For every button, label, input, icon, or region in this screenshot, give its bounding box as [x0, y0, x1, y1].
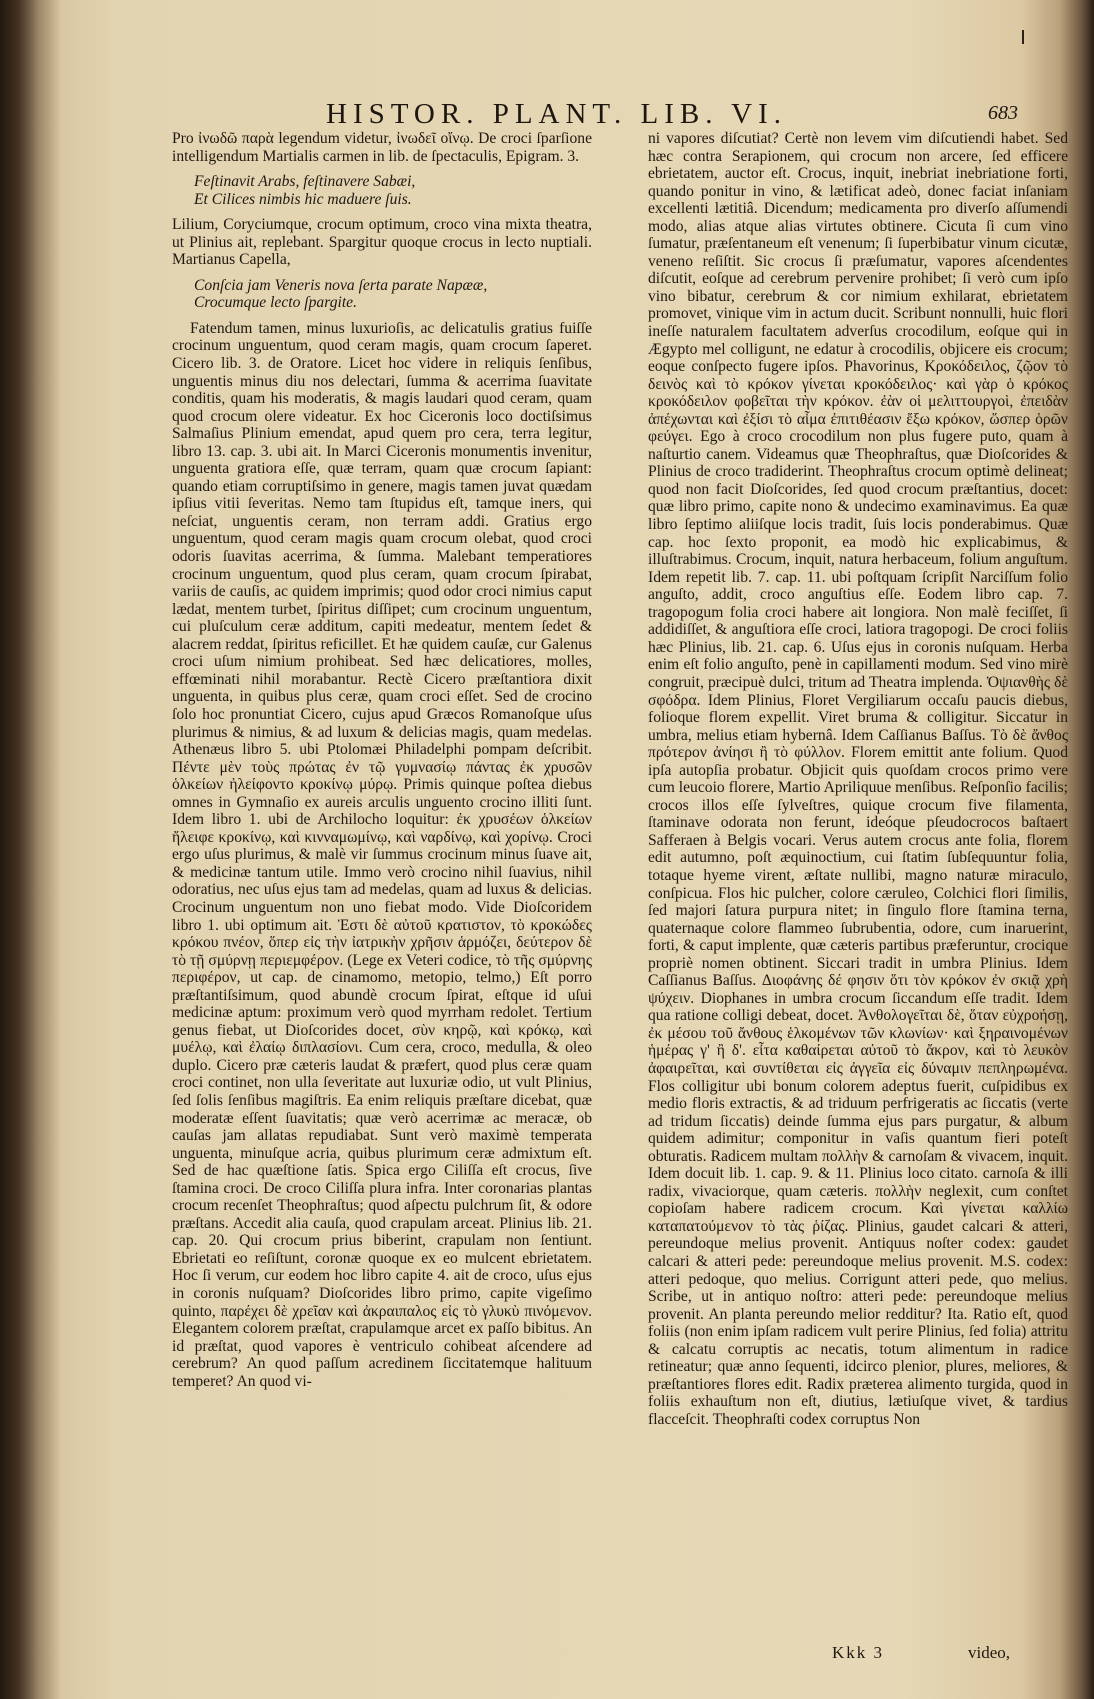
paragraph: ni vapores diſcutiat? Certè non levem vim diſcutiendi habet. Sed hæc contra Serapionem, qui crocum non arcere, ſed efficere ebrietatem, auctor eſt. Crocus, inquit, inebriat inebriatione forti, quando ponitur in vino, & lætificat adeò, donec faciat inſaniam excellenti lætitiâ. Dicendum; medicamenta pro diverſo aſſumendi modo, alias atque alias virtutes obtinere. Cicuta ſi cum vino ſumatur, præſentaneum eſt venenum; ſi ſuperbibatur vinum cicutæ, veneno reſiſtit. Sic crocus ſi præſumatur, vapores aſcendentes diſcutit, eoſque ad cerebrum pervenire prohibet; ſi verò cum ipſo vino bibatur, cerebrum & cor nimium exhilarat, ebrietatem promovet, vinique vim in actum ducit. Scribunt nonnulli, huic flori ineſſe naturalem facultatem adverſus crocodilum, eoſque qui in Ægypto mel colligunt, ne edatur à crocodilis, objicere eis crocum; eoque conſpecto fugere ipſos. Phavorinus, Κροκόδειλος, ζῷον τὸ δεινὸς καὶ τὸ κρόκον γίνεται κροκόδειλος· καὶ γὰρ ὁ κρόκος κροκόδειλον φοβεῖται τὴν κρόκον. ἐὰν οἱ μελιττουργοὶ, ἐπειδὰν ἀπέχωνται καὶ ἐξίσι τὸ αἷμα ἐπιτιθέασιν ἔξω κρόκον, ὥσπερ ὁρῶν φεύγει. Ego à croco crocodilum non plus fugere puto, quam à naſturtio canem. Videamus quæ Theophraſtus, quæ Dioſcorides & Plinius de croco tradiderint. Theophraſtus crocum optimè delineat; quod non facit Dioſcorides, ſed quod crocum præſtantius, docet: quæ libro primo, capite nono & undecimo examinavimus. Ea quæ libro ſeptimo aliiſque locis tradit, ſuis locis ponderabimus. Quæ cap. hoc ſexto proponit, ea modò hic explicabimus, & illuſtrabimus. Crocum, inquit, natura herbaceum, folium anguſtum. Idem repetit lib. 7. cap. 11. ubi poſtquam ſcripſit Narciſſum folio anguſto, addit, croco anguſtius eſſe. Eodem libro cap. 7. tragopogum folia croci habere ait longiora. Non malè feciſſet, ſi addidiſſet, & anguſtiora eſſe croci, latiora tragopogi. De croci foliis hæc Plinius, lib. 21. cap. 6. Uſus ejus in coronis nuſquam. Herba enim eſt folio anguſto, penè in capillamenti modum. Sed vino mirè congruit, præcipuè dulci, tritum ad Theatra implenda. Ὀψιανθὴς δὲ σφόδρα. Idem Plinius, Floret Vergiliarum occaſu paucis diebus, folioque florem expellit. Viret bruma & colligitur. Siccatur in umbra, melius etiam hybernâ. Idem Caſſianus Baſſus. Τὸ δὲ ἄνθος πρότερον ἀνίησι ἢ τὸ φύλλον. Florem emittit ante folium. Quod ipſa autopſia probatur. Objicit quis quoſdam crocos primo vere cum leucoio florere, Martio Apriliquue menſibus. Reſponſio facilis; crocos illos eſſe ſylveſtres, quique crocum five filamenta, ſtaminave odorata non ferunt, ideóque pſeudocrocos baſtaert Safferaen à Belgis vocari. Verus autem crocus ante folia, florem edit autumno, poſt æquinoctium, cui ſtatim ſubſequuntur folia, totaque hyeme virent, æſtate nullibi, magno naturæ miraculo, conſpicua. Flos hic pulcher, colore cæruleo, Colchici flori ſimilis, ſed majori ſatura purpura nitet; in ſingulo flore ſtamina terna, quaternaque colore flammeo ſubrubentia, odore, cum inaruerint, forti, & caput implente, quæ cæteris partibus præferuntur, crocique propriè nomen obtinent. Siccari tradit in umbra Plinius. Idem Caſſianus Baſſus. Διοφάνης δέ φησιν ὅτι τὸν κρόκον ἐν σκιᾷ χρὴ ψύχειν. Diophanes in umbra crocum ſiccandum eſſe tradit. Idem qua ratione colligi debeat, docet. Ἀνθολογεῖται δὲ, ὅταν εὐχροήσῃ, ἐκ μέσου τοῦ ἄνθους ἑλκομένων τῶν κλωνίων· καὶ ξηραινομένων ἡμέρας γ' ἢ δ'. εἶτα καθαίρεται αὐτοῦ τὸ ἄκρον, καὶ τὸ λευκὸν ἀφαιρεῖται, καὶ συντίθεται εἰς ἀγγεῖα εἰς δύναμιν πεπληρωμένα. Flos colligitur ubi bonum colorem adeptus fuerit, cuſpidibus ex medio floris extractis, & ad triduum perfrigeratis ac ſiccatis (verte ad tridum ſiccatis) deinde ſumma ejus pars purgatur, & album quidem adimitur; componitur in vaſis quantum fieri poteſt obturatis. Radicem multam πολλὴν & carnoſam & vivacem, inquit. Idem docuit lib. 1. cap. 9. & 11. Plinius loco citato. carnoſa & illi radix, vivaciorque, quam cæteris. πολλὴν neglexit, cum conſtet copioſam habere radicem crocum. Καὶ γίνεται καλλίω καταπατούμενον τὸ τὰς ῥίζας. Plinius, gaudet calcari & atteri, pereundoque melius provenit. Antiquus noſter codex: gaudet calcari & atteri pede: pereundoque melius provenit. M.S. codex: atteri pedoque, quo melius. Corrigunt atteri pede, quo melius. Scribe, ut in antiquo noſtro: atteri pede: pereundoque melius provenit. An planta pereundo melior redditur? Ita. Ratio eſt, quod foliis (non enim ipſam radicem vult perire Plinius, ſed folia) attritu & calcatu corruptis ac necatis, totum alimentum in radice retineatur; quæ anno ſequenti, idcirco plenior, plures, meliores, & præſtantiores flores edit. Radix præterea alimento turgida, quod in foliis exhauſtum non eſt, diutius, lætiuſque vivet, & tardius flacceſcit. Theophraſti codex corruptus Non	[648, 130, 1068, 1428]
verse-quote	[194, 277, 592, 312]
paragraph: Pro ἰνωδῶ παρὰ legendum videtur, ἰνωδεῖ οἴνῳ. De croci ſparſione intelligendum Martialis carmen in lib. de ſpectaculis, Epigram. 3.	[172, 130, 592, 165]
right-column	[648, 130, 1068, 1428]
verse-line: Conſcia jam Veneris nova ſerta parate Napææ,	[194, 276, 488, 294]
catchword: video,	[968, 1643, 1011, 1662]
book-page	[96, 0, 1068, 1699]
verse-line: Crocumque lecto ſpargite.	[194, 294, 357, 312]
binding-gutter	[0, 0, 60, 1699]
running-title: HISTOR. PLANT. LIB. VI.	[326, 98, 788, 130]
page-footer	[96, 1643, 1026, 1667]
running-head	[96, 98, 1026, 134]
paragraph: Fatendum tamen, minus luxurioſis, ac delicatulis gratius fuiſſe crocinum unguentum, quod ceram magis, quam crocum ſaperet. Cicero lib. 3. de Oratore. Licet hoc videre in reliquis ſenſibus, unguentis minus diu nos delectari, ſumma & acerrima ſuavitate conditis, quam his moderatis, & magis laudari quod ceram, quam quod crocum olere videatur. Ex hoc Ciceronis loco doctiſsimus Salmaſius Plinium emendat, apud quem pro cera, terra legitur, libro 13. cap. 3. ubi ait. In Marci Ciceronis monumentis invenitur, unguenta gratiora eſſe, quæ terram, quam quæ crocum ſapiant: quando etiam corruptiſsimo in genere, magis tamen juvat quædam ipſius vitii ſeveritas. Nemo tam ſtupidus eſt, tamque iners, qui neſciat, unguentis ceram, non terram addi. Gratius ergo unguentum, quod ceram magis quam crocum olebat, quod croci odoris ſuavitas acerrima, & ſumma. Malebant temperatiores crocinum unguentum, quod plus ceram, quam crocum ſpirabat, variis de cauſis, ac quidem imprimis; quod odor croci nimius caput lædat, mentem turbet, ſpiritus diſſipet; cum crocinum unguentum, cui pluſculum ceræ additum, capiti medeatur, mentem ſedet & alacrem reddat, ſpiritus reficillet. Et hæ quidem cauſæ, cur Galenus croci uſum nimium prohibeat. Sed hæc delicatiores, molles, effœminati nihil morabantur. Rectè Cicero præſtantiora dixit unguenta, in quibus plus ceræ, quam croci eſſet. Sed de crocino ſolo hoc pronuntiat Cicero, cujus apud Græcos Romanoſque uſus plurimus & nimius, & ad luxum & delicias magis, quam medelas. Athenæus libro 5. ubi Ptolomæi Philadelphi pompam deſcribit. Πέντε μὲν τοὺς πρώτας ἐν τῷ γυμνασίῳ πάντας ἐκ χρυσῶν ὁλκείων ἠλείφοντο κροκίνῳ μύρῳ. Primis quinque poſtea diebus omnes in Gymnaſio ex aureis arculis unguento crocino illiti ſunt. Idem libro 1. ubi de Archilocho loquitur: ἐκ χρυσέων ὁλκείων ἤλειφε κροκίνῳ, καὶ κινναμωμίνῳ, καὶ ναρδίνῳ, καὶ χορίνῳ. Croci ergo uſus plurimus, & malè vir ſummus crocinum minus ſuave ait, & medicinæ tantum utile. Immo verò crocino nihil ſuavius, nihil odoratius, nec uſus ejus tam ad medelas, quam ad luxus & delicias. Crocinum unguentum non uno fiebat modo. Vide Dioſcoridem libro 1. ubi optimum ait. Ἐστι δὲ αὐτοῦ κρατιστον, τὸ κροκώδες κρόκου πνέον, ὅπερ εἰς τὴν ἰατρικὴν χρῆσιν ἁρμόζει, δεύτερον δὲ τὸ τῇ σμύρνῃ περιεμφέρον. (Lege ex Veteri codice, τὸ τῆς σμύρνης περιφέρον, ut cap. de cinamomo, metopio, telmo,) Eſt porro præſtantiſsimum, quod abundè crocum ſpirat, eſtque id uſui medicinæ aptum: proximum verò quod myrrham redolet. Tertium genus fiebat, ut Dioſcorides docet, σὺν κηρῷ, καὶ κρόκῳ, καὶ μυέλῳ, καὶ ἐλαίῳ διπλασίονι. Cum cera, croco, medulla, & oleo duplo. Cicero præ cæteris laudat & præfert, quod plus ceræ quam croci continet, non ulla ſeveritate aut luxuriæ odio, ut vult Plinius, ſed ſolis ſenſibus magiſtris. Ea enim reliquis præſtare dicebat, quæ moderatæ eſſent ſuavitatis; quæ verò acerrimæ ac meracæ, ob cauſas jam allatas repudiabat. Sunt verò maximè temperata unguenta, minuſque acria, quibus plurimum ceræ admixtum eſt. Sed de hac quæſtione ſatis. Spica ergo Ciliſſa eſt crocus, ſive ſtamina croci. De croco Ciliſſa plura infra. Inter coronarias plantas crocum recenſet Theophraſtus; quod aſpectu pulchrum ſit, & odore præſtans. Accedit alia cauſa, quod crapulam arceat. Plinius lib. 21. cap. 20. Qui crocum prius biberint, crapulam non ſentiunt. Ebrietati eo reſiſtunt, coronæ quoque ex eo mulcent ebrietatem. Hoc ſi verum, cur eodem hoc libro capite 4. ait de croco, uſus ejus in coronis nuſquam? Dioſcorides libro primo, capite vigeſimo quinto, παρέχει δὲ χρεῖαν καὶ ἀκραιπαλος εἰς τὸ γλυκὺ πινόμενον. Elegantem colorem præſtat, crapulamque arcet ex paſſo bibitus. An id præſtat, quod vapores è ventriculo cohibeat aſcendere ad cerebrum? An quod paſſum acredinem ſiccitatemque halituum temperet? An quod vi-	[172, 319, 592, 1390]
left-column	[172, 130, 592, 1390]
verse-line: Feſtinavit Arabs, feſtinavere Sabæi,	[194, 173, 416, 191]
signature-mark: Kkk 3	[832, 1643, 885, 1662]
page-number: 683	[988, 102, 1018, 124]
verse-quote	[194, 173, 592, 208]
verse-line: Et Cilices nimbis hic maduere ſuis.	[194, 190, 412, 208]
paragraph: Lilium, Coryciumque, crocum optimum, croco vina mixta theatra, ut Plinius ait, replebant. Spargitur quoque crocus in lecto nuptiali. Martianus Capella,	[172, 216, 592, 269]
